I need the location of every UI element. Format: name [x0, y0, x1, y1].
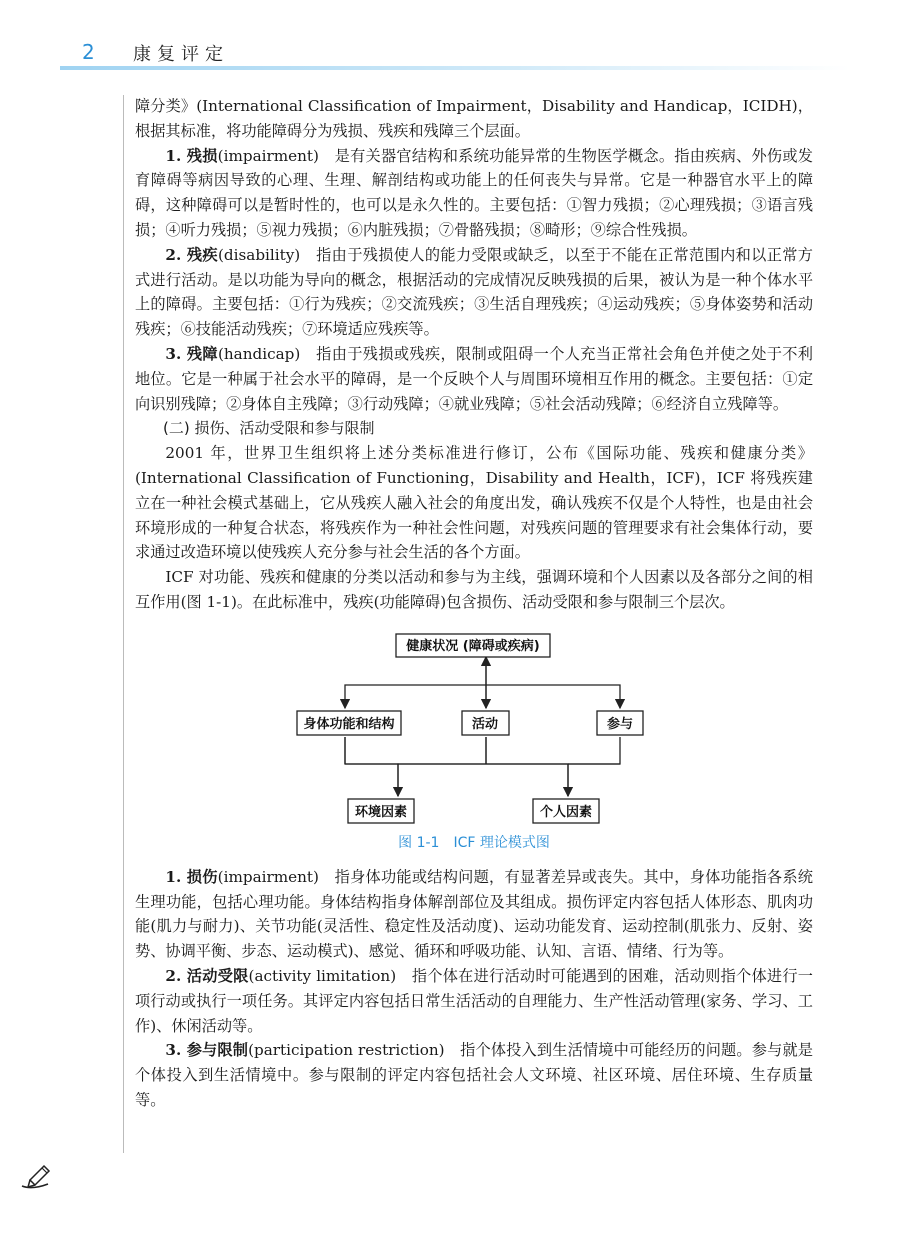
arrow-to-participation: [486, 685, 620, 708]
text-disability: (disability) 指由于残损使人的能力受限或缺乏，以至于不能在正常范围内和以正常方式进行活动。是以功能为导向的概念，根据活动的完成情况反映残损的后果，被认为是一种个体水平上的障碍。主要包括：①行为残疾；②交流残疾；③生活自理残疾；④运动残疾；⑤身体姿势和活动残疾；⑥技能活动残疾；⑦环境适应残疾等。: [135, 245, 813, 339]
connector-participation-bottom: [568, 737, 620, 764]
connector-env-personal: [398, 764, 568, 796]
label-health: 健康状况 (障碍或疾病): [406, 638, 540, 654]
paragraph-disability: [135, 243, 813, 342]
box-activity: [462, 711, 509, 735]
arrow-to-body: [345, 685, 486, 708]
text-impairment: (impairment) 是有关器官结构和系统功能异常的生物医学概念。指由疾病、外伤或发育障碍等病因导致的心理、生理、解剖结构或功能上的任何丧失与异常。它是一种器官水平上的障碍，这种障碍可以是暂时性的，也可以是永久性的。主要包括：①智力残损；②心理残损；③语言残损；④听力残损；⑤视力残损；⑥内脏残损；⑦骨骼残损；⑧畸形；⑨综合性残损。: [135, 146, 813, 239]
margin-rule: [123, 95, 124, 1153]
paragraph-icidh: 障分类》(International Classification of Impairment，Disability and Handicap，ICIDH)，根据其标准，将功能障碍分为残损、残疾和残障三个层面。: [135, 97, 813, 140]
paragraph-icf-structure: ICF 对功能、残疾和健康的分类以活动和参与为主线，强调环境和个人因素以及各部分之间的相互作用(图 1-1)。在此标准中，残疾(功能障碍)包含损伤、活动受限和参与限制三个层次。: [135, 568, 813, 611]
box-participation: [597, 711, 643, 735]
term-activity-limitation: 2. 活动受限: [165, 966, 249, 985]
page-number: 2: [82, 40, 95, 64]
paragraph-impairment: [135, 144, 813, 243]
figure-caption: 图 1-1 ICF 理论模式图: [398, 834, 550, 851]
label-activity: 活动: [471, 716, 499, 732]
text-activity-limitation: (activity limitation) 指个体在进行活动时可能遇到的困难，活动则指个体进行一项行动或执行一项任务。其评定内容包括日常生活活动的自理能力、生产性活动管理(家务、学习、工作)、休闲活动等。: [135, 966, 813, 1035]
box-body: [297, 711, 401, 735]
term-handicap: 3. 残障: [165, 344, 218, 363]
paragraph-activity-limitation: [135, 964, 813, 1038]
label-body: 身体功能和结构: [303, 716, 395, 732]
paragraph-participation-restriction: [135, 1038, 813, 1112]
paragraph-icf-2001: 2001 年，世界卫生组织将上述分类标准进行修订，公布《国际功能、残疾和健康分类》(International Classification of Functioning，Disability and Health，ICF)，ICF 将残疾建立在一种社会模式基础上，它从残疾人融入社会的角度出发，确认残疾不仅是个人特性，也是由社会环境形成的一种复合状态，将残疾作为一种社会性问题，对残疾问题的管理要求有社会集体行动，要求通过改造环境以使残疾人充分参与社会生活的各个方面。: [135, 444, 813, 562]
text-handicap: (handicap) 指由于残损或残疾，限制或阻碍一个人充当正常社会角色并使之处于不利地位。它是一种属于社会水平的障碍，是一个反映个人与周围环境相互作用的概念。主要包括：①定向识别残障；②身体自主残障；③行动残障；④就业残障；⑤社会活动残障；⑥经济自立残障等。: [135, 344, 813, 413]
icf-diagram: [135, 615, 813, 827]
label-participation: 参与: [606, 716, 634, 732]
paragraph-handicap: [135, 342, 813, 416]
section-heading: (二) 损伤、活动受限和参与限制: [163, 419, 375, 438]
label-personal: 个人因素: [539, 804, 593, 820]
icf-model-figure: [135, 615, 813, 865]
box-environment: [348, 799, 414, 823]
label-environment: 环境因素: [354, 804, 408, 820]
term-disability: 2. 残疾: [165, 245, 218, 264]
body-text: [135, 94, 813, 1113]
box-health: [396, 634, 550, 657]
box-personal: [533, 799, 599, 823]
running-title: 康复评定: [133, 44, 229, 65]
header-rule: [60, 66, 850, 70]
term-icf-impairment: 1. 损伤: [165, 867, 218, 886]
term-participation-restriction: 3. 参与限制: [165, 1041, 249, 1060]
text-participation-restriction: (participation restriction) 指个体投入到生活情境中可能经历的问题。参与就是个体投入到生活情境中。参与限制的评定内容包括社会人文环境、社区环境、居住环境、生存质量等。: [135, 1041, 813, 1109]
arrow-to-environment: [345, 737, 398, 796]
page-header: [0, 0, 900, 72]
text-icf-impairment: (impairment) 指身体功能或结构问题，有显著差异或丧失。其中，身体功能指各系统生理功能，包括心理功能。身体结构指身体解剖部位及其组成。损伤评定内容包括人体形态、肌肉功能(肌力与耐力)、关节功能(灵活性、稳定性及活动度)、运动功能发育、运动控制(肌张力、反射、姿势、协调平衡、步态、运动模式)、感觉、循环和呼吸功能、认知、言语、情绪、行为等。: [135, 867, 813, 961]
term-impairment: 1. 残损: [165, 146, 218, 165]
pencil-icon: [18, 1160, 58, 1192]
paragraph-icf-impairment: [135, 865, 813, 964]
